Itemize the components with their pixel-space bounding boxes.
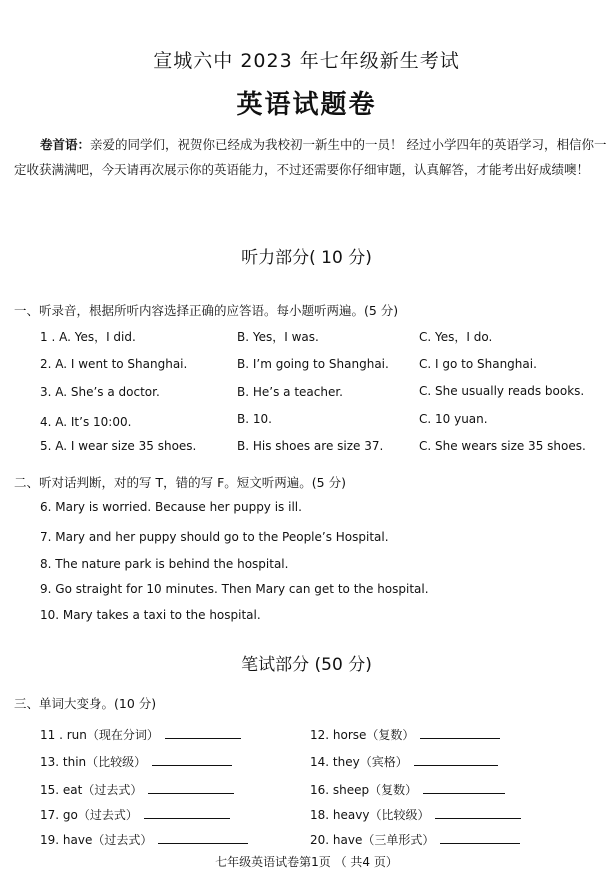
part3-instruction: 三、单词大变身。(10 分)	[14, 696, 157, 711]
q3-option-a: 3. A. She’s a doctor.	[40, 385, 160, 399]
q3-option-c: C. She usually reads books.	[419, 384, 585, 398]
word-item-label: 17. go（过去式）	[40, 808, 138, 822]
word-item-label: 12. horse（复数）	[310, 728, 415, 742]
part2-instruction: 二、听对话判断，对的写 T，错的写 F。短文听两遍。(5 分)	[14, 475, 346, 490]
q1-option-a: 1 . A. Yes，I did.	[40, 330, 136, 344]
answer-blank[interactable]	[423, 781, 505, 794]
word-item-15	[40, 781, 234, 798]
answer-blank[interactable]	[165, 726, 241, 739]
q4-option-c: C. 10 yuan.	[419, 412, 488, 426]
word-item-17	[40, 806, 230, 823]
q1-option-c: C. Yes，I do.	[419, 330, 493, 344]
answer-blank[interactable]	[158, 831, 248, 844]
q3-option-b: B. He’s a teacher.	[237, 385, 343, 399]
statement-9: 9. Go straight for 10 minutes. Then Mary can get to the hospital.	[40, 582, 429, 596]
q2-option-b: B. I’m going to Shanghai.	[237, 357, 389, 371]
word-item-label: 14. they（宾格）	[310, 755, 408, 769]
q5-option-c: C. She wears size 35 shoes.	[419, 439, 586, 453]
page-footer: 七年级英语试卷第1页 （ 共4 页）	[215, 855, 398, 869]
answer-blank[interactable]	[420, 726, 500, 739]
word-item-label: 20. have（三单形式）	[310, 833, 435, 847]
answer-blank[interactable]	[440, 831, 520, 844]
word-item-label: 18. heavy（比较级）	[310, 808, 430, 822]
answer-blank[interactable]	[414, 753, 498, 766]
part1-instruction: 一、听录音，根据所听内容选择正确的应答语。每小题听两遍。(5 分)	[14, 303, 399, 318]
word-item-18	[310, 806, 521, 823]
exam-subtitle: 英语试题卷	[236, 90, 377, 120]
writing-heading: 笔试部分 (50 分)	[241, 655, 372, 675]
q2-option-c: C. I go to Shanghai.	[419, 357, 537, 371]
q4-option-b: B. 10.	[237, 412, 272, 426]
answer-blank[interactable]	[435, 806, 521, 819]
statement-6: 6. Mary is worried. Because her puppy is ill.	[40, 500, 302, 514]
intro-lead: 卷首语：	[40, 137, 91, 152]
word-item-20	[310, 831, 520, 848]
answer-blank[interactable]	[148, 781, 234, 794]
word-item-label: 16. sheep（复数）	[310, 783, 418, 797]
word-item-11	[40, 726, 241, 743]
answer-blank[interactable]	[152, 753, 232, 766]
intro-text: 亲爱的同学们，祝贺你已经成为我校初一新生中的一员！ 经过小学四年的英语学习，相信你一定收获满满吧，今天请再次展示你的英语能力，不过还需要你仔细审题，认真解答，才能考出好成绩噢！	[14, 137, 607, 177]
statement-7: 7. Mary and her puppy should go to the People’s Hospital.	[40, 530, 389, 544]
word-item-13	[40, 753, 232, 770]
exam-title: 宣城六中 2023 年七年级新生考试	[153, 50, 460, 72]
q4-option-a: 4. A. It’s 10:00.	[40, 415, 132, 429]
statement-8: 8. The nature park is behind the hospital.	[40, 557, 289, 571]
listening-heading: 听力部分( 10 分)	[241, 248, 372, 268]
word-item-label: 11 . run（现在分词）	[40, 728, 159, 742]
word-item-12	[310, 726, 500, 743]
word-item-14	[310, 753, 498, 770]
q5-option-a: 5. A. I wear size 35 shoes.	[40, 439, 197, 453]
q2-option-a: 2. A. I went to Shanghai.	[40, 357, 188, 371]
word-item-label: 13. thin（比较级）	[40, 755, 147, 769]
q1-option-b: B. Yes，I was.	[237, 330, 319, 344]
word-item-16	[310, 781, 505, 798]
answer-blank[interactable]	[144, 806, 230, 819]
word-item-label: 15. eat（过去式）	[40, 783, 143, 797]
statement-10: 10. Mary takes a taxi to the hospital.	[40, 608, 261, 622]
intro-paragraph	[14, 132, 608, 182]
word-item-label: 19. have（过去式）	[40, 833, 153, 847]
word-item-19	[40, 831, 248, 848]
q5-option-b: B. His shoes are size 37.	[237, 439, 384, 453]
